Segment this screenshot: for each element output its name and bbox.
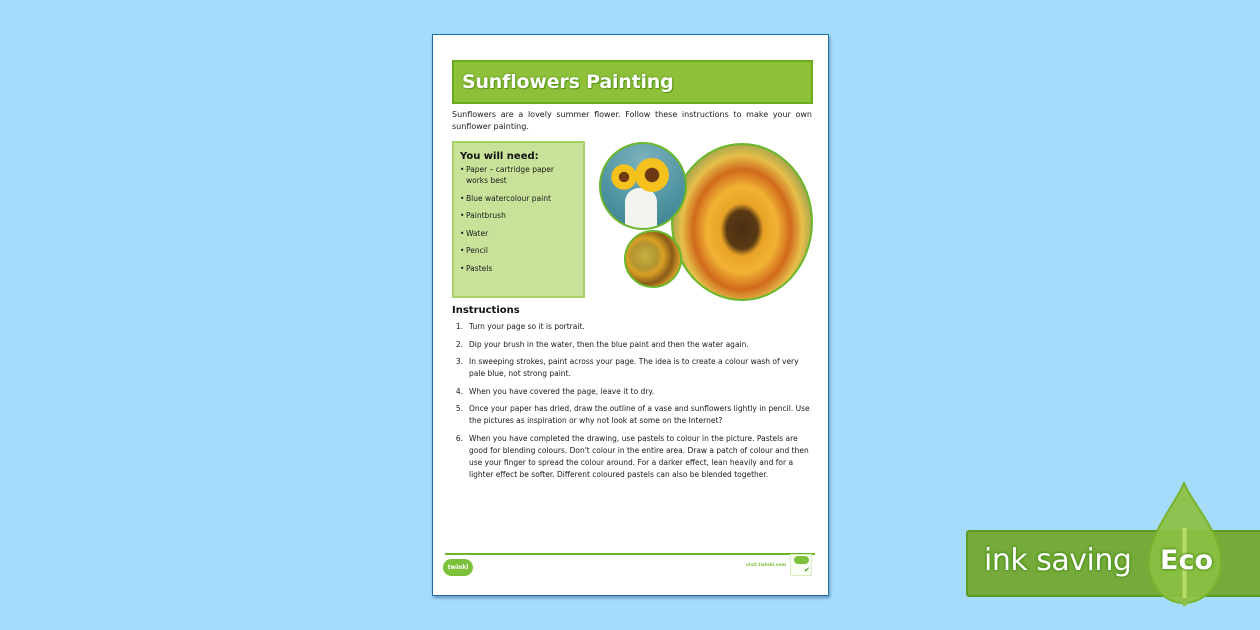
instructions-section xyxy=(452,305,812,486)
intro-text: Sunflowers are a lovely summer flower. Follow these instructions to make your own sunflower painting. xyxy=(452,110,812,131)
step-text: Turn your page so it is portrait. xyxy=(469,322,585,331)
step-number: 4. xyxy=(455,386,463,396)
step-number: 2. xyxy=(455,339,463,349)
instruction-step xyxy=(452,321,812,333)
step-number: 6. xyxy=(455,433,463,443)
materials-item: • Paper – cartridge paper works best xyxy=(460,164,577,186)
sunflower-shape xyxy=(635,158,669,192)
page-title: Sunflowers Painting xyxy=(462,71,674,93)
instruction-step xyxy=(452,339,812,351)
instruction-step xyxy=(452,386,812,398)
step-number: 5. xyxy=(455,404,463,413)
step-number: 1. xyxy=(455,322,463,331)
instruction-step xyxy=(452,433,812,481)
materials-item: • Pastels xyxy=(460,263,577,274)
instructions-list xyxy=(452,321,812,481)
worksheet-preview xyxy=(432,34,829,596)
instruction-step xyxy=(452,356,812,380)
sunflower-photo-cluster xyxy=(596,139,814,301)
eco-label: Eco xyxy=(1160,545,1213,576)
title-banner xyxy=(452,60,813,104)
instruction-step xyxy=(452,403,812,427)
vase-shape xyxy=(625,188,657,230)
instructions-heading: Instructions xyxy=(452,305,520,316)
ink-saving-label: ink saving xyxy=(984,543,1132,578)
twinkl-logo: twinkl xyxy=(443,559,473,576)
sunflower-closeup-photo xyxy=(671,143,813,301)
materials-item: • Paintbrush xyxy=(460,210,577,221)
materials-item: • Blue watercolour paint xyxy=(460,193,577,204)
step-text: In sweeping strokes, paint across your page. The idea is to create a colour wash of very pale blue, not strong paint. xyxy=(469,357,799,378)
sunflower-centre-photo xyxy=(624,230,682,288)
eco-leaf-icon xyxy=(1147,482,1223,606)
sunflower-shape xyxy=(611,164,637,190)
step-text: Dip your brush in the water, then the blue paint and then the water again. xyxy=(469,339,749,349)
step-text: Once your paper has dried, draw the outline of a vase and sunflowers lightly in pencil. Use the pictures as inspiration or why not look at some on the Internet? xyxy=(469,404,810,425)
footer-divider xyxy=(445,553,815,555)
twinkl-mini-logo xyxy=(794,556,809,564)
sunflowers-in-vase-photo xyxy=(599,142,687,230)
materials-list xyxy=(460,164,577,274)
step-text: When you have covered the page, leave it to dry. xyxy=(469,386,655,396)
quality-checked-badge xyxy=(790,554,812,576)
step-text: When you have completed the drawing, use pastels to colour in the picture. Pastels are good for blending colours. Don't colour in the entire area. Draw a patch of colour and then use your finger to spread the colour around. For a darker effect, lean heavily and for a lighter effect be softer. Different coloured pastels can also be blended together. xyxy=(469,433,809,479)
materials-item: • Water xyxy=(460,228,577,239)
materials-item: • Pencil xyxy=(460,245,577,256)
materials-heading: You will need: xyxy=(460,151,539,162)
checkmark-icon: ✔ xyxy=(804,566,810,574)
materials-box xyxy=(452,141,585,298)
step-number: 3. xyxy=(455,357,463,366)
visit-twinkl-link[interactable]: visit twinkl.com xyxy=(746,563,787,568)
